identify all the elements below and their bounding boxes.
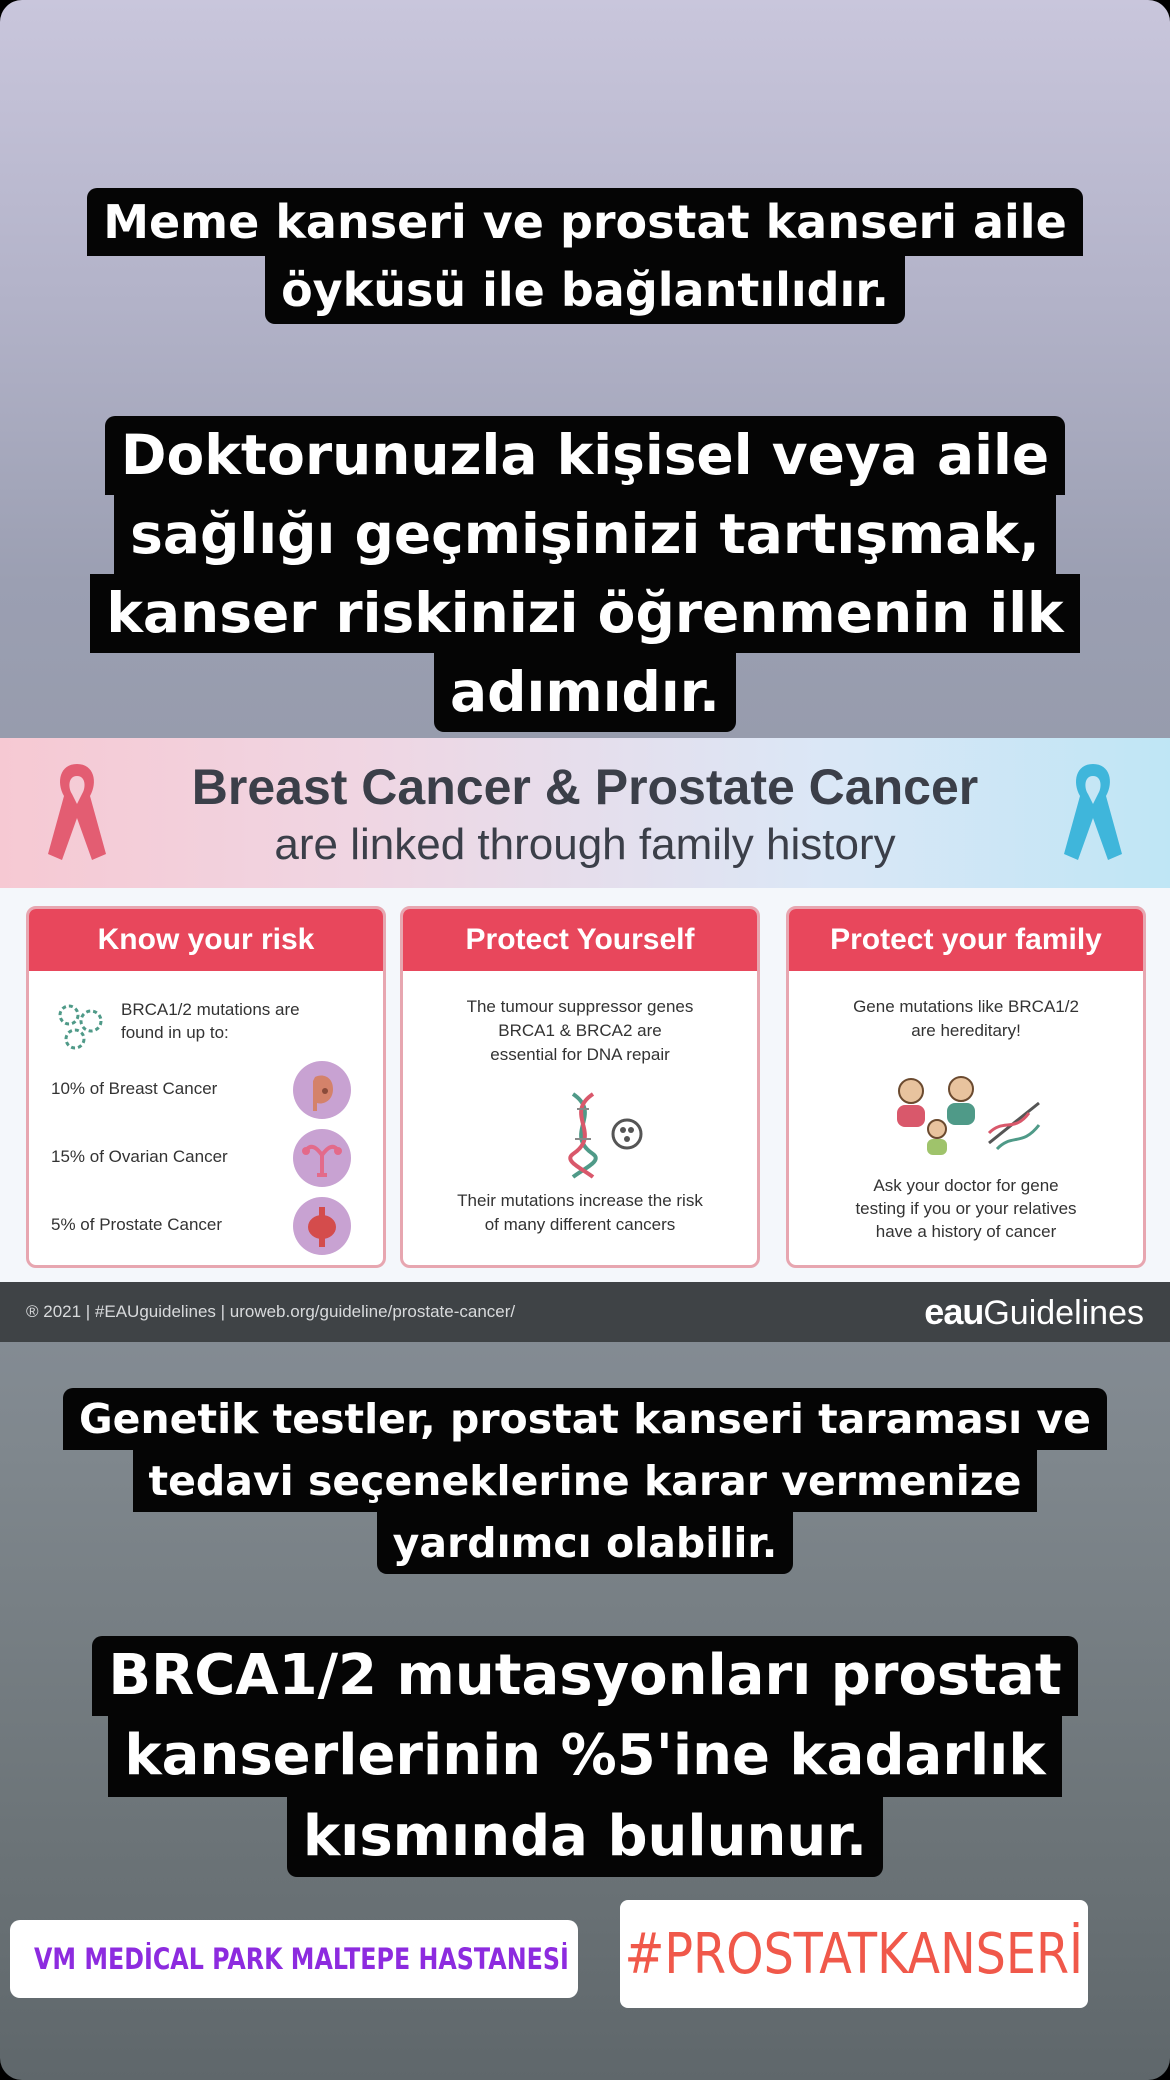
caption-4 bbox=[0, 1636, 1170, 1877]
card-3-top-text bbox=[789, 995, 1143, 1043]
card-3-bottom-text bbox=[789, 1175, 1143, 1244]
infographic bbox=[0, 738, 1170, 1342]
location-sticker[interactable] bbox=[10, 1920, 578, 1998]
card-2-top-line-2: BRCA1 & BRCA2 are bbox=[498, 1020, 662, 1040]
eau-logo-rest: Guidelines bbox=[983, 1294, 1144, 1332]
card-3-bottom-line-2: testing if you or your relatives bbox=[855, 1198, 1077, 1218]
infographic-title: Breast Cancer & Prostate Cancer bbox=[191, 759, 979, 815]
card-1-intro-line-2: found in up to: bbox=[121, 1022, 229, 1042]
card-1-header: Know your risk bbox=[29, 909, 383, 971]
ovary-icon bbox=[293, 1129, 351, 1187]
card-3-top-line-1: Gene mutations like BRCA1/2 bbox=[853, 997, 1079, 1016]
card-1-intro bbox=[121, 999, 300, 1045]
eau-logo-bold: eau bbox=[924, 1291, 984, 1332]
caption-4-line-3: kısmında bulunur. bbox=[287, 1797, 883, 1877]
card-3-bottom-line-3: have a history of cancer bbox=[875, 1221, 1057, 1241]
breast-icon bbox=[293, 1061, 351, 1119]
hashtag-sticker-text: #PROSTATKANSERİ bbox=[624, 1921, 1084, 1987]
card-2-bottom-line-1: Their mutations increase the risk bbox=[457, 1191, 703, 1210]
caption-4-line-2: kanserlerinin %5'ine kadarlık bbox=[108, 1716, 1061, 1796]
caption-1-line-1: Meme kanseri ve prostat kanseri aile bbox=[87, 188, 1083, 256]
infographic-banner bbox=[0, 738, 1170, 888]
footer-credit: ® 2021 | #EAUguidelines | uroweb.org/guideline/prostate-cancer/ bbox=[26, 1302, 516, 1321]
hashtag-sticker[interactable] bbox=[620, 1900, 1088, 2008]
dna-helix-icon bbox=[553, 1089, 653, 1179]
caption-2-line-1: Doktorunuzla kişisel veya aile bbox=[105, 416, 1065, 495]
caption-4-line-1: BRCA1/2 mutasyonları prostat bbox=[92, 1636, 1077, 1716]
blue-ribbon-icon bbox=[1058, 756, 1128, 866]
card-2-top-line-1: The tumour suppressor genes bbox=[466, 997, 694, 1016]
caption-1 bbox=[0, 188, 1170, 324]
gene-cluster-icon bbox=[51, 997, 111, 1057]
family-dna-icon bbox=[889, 1073, 1049, 1159]
card-2-bottom-line-2: of many different cancers bbox=[484, 1214, 676, 1234]
card-2-bottom-text bbox=[403, 1189, 757, 1237]
card-2-header: Protect Yourself bbox=[403, 909, 757, 971]
card-2-top-text bbox=[403, 995, 757, 1066]
caption-2-line-3: kanser riskinizi öğrenmenin ilk bbox=[90, 574, 1079, 653]
risk-row-ovarian: 15% of Ovarian Cancer bbox=[51, 1147, 228, 1166]
infographic-footer bbox=[0, 1282, 1170, 1342]
location-sticker-text: VM MEDİCAL PARK MALTEPE HASTANESİ bbox=[34, 1942, 569, 1976]
card-3-header: Protect your family bbox=[789, 909, 1143, 971]
risk-row-prostate: 5% of Prostate Cancer bbox=[51, 1215, 223, 1234]
caption-3 bbox=[0, 1388, 1170, 1574]
card-protect-yourself bbox=[400, 906, 760, 1268]
caption-1-line-2: öyküsü ile bağlantılıdır. bbox=[265, 256, 905, 324]
caption-2-line-4: adımıdır. bbox=[434, 653, 736, 732]
caption-3-line-1: Genetik testler, prostat kanseri taraması ve bbox=[63, 1388, 1107, 1450]
infographic-subtitle: are linked through family history bbox=[274, 820, 896, 869]
card-1-intro-line-1: BRCA1/2 mutations are bbox=[121, 1000, 300, 1019]
card-3-top-line-2: are hereditary! bbox=[911, 1020, 1021, 1040]
card-know-your-risk bbox=[26, 906, 386, 1268]
caption-2-line-2: sağlığı geçmişinizi tartışmak, bbox=[114, 495, 1056, 574]
caption-2 bbox=[0, 416, 1170, 732]
caption-3-line-2: tedavi seçeneklerine karar vermenize bbox=[133, 1450, 1038, 1512]
risk-row-breast: 10% of Breast Cancer bbox=[51, 1079, 218, 1098]
card-2-top-line-3: essential for DNA repair bbox=[490, 1044, 670, 1064]
card-3-bottom-line-1: Ask your doctor for gene bbox=[873, 1176, 1059, 1195]
prostate-icon bbox=[293, 1197, 351, 1255]
card-protect-your-family bbox=[786, 906, 1146, 1268]
caption-3-line-3: yardımcı olabilir. bbox=[377, 1512, 794, 1574]
eau-guidelines-logo bbox=[924, 1291, 1144, 1333]
